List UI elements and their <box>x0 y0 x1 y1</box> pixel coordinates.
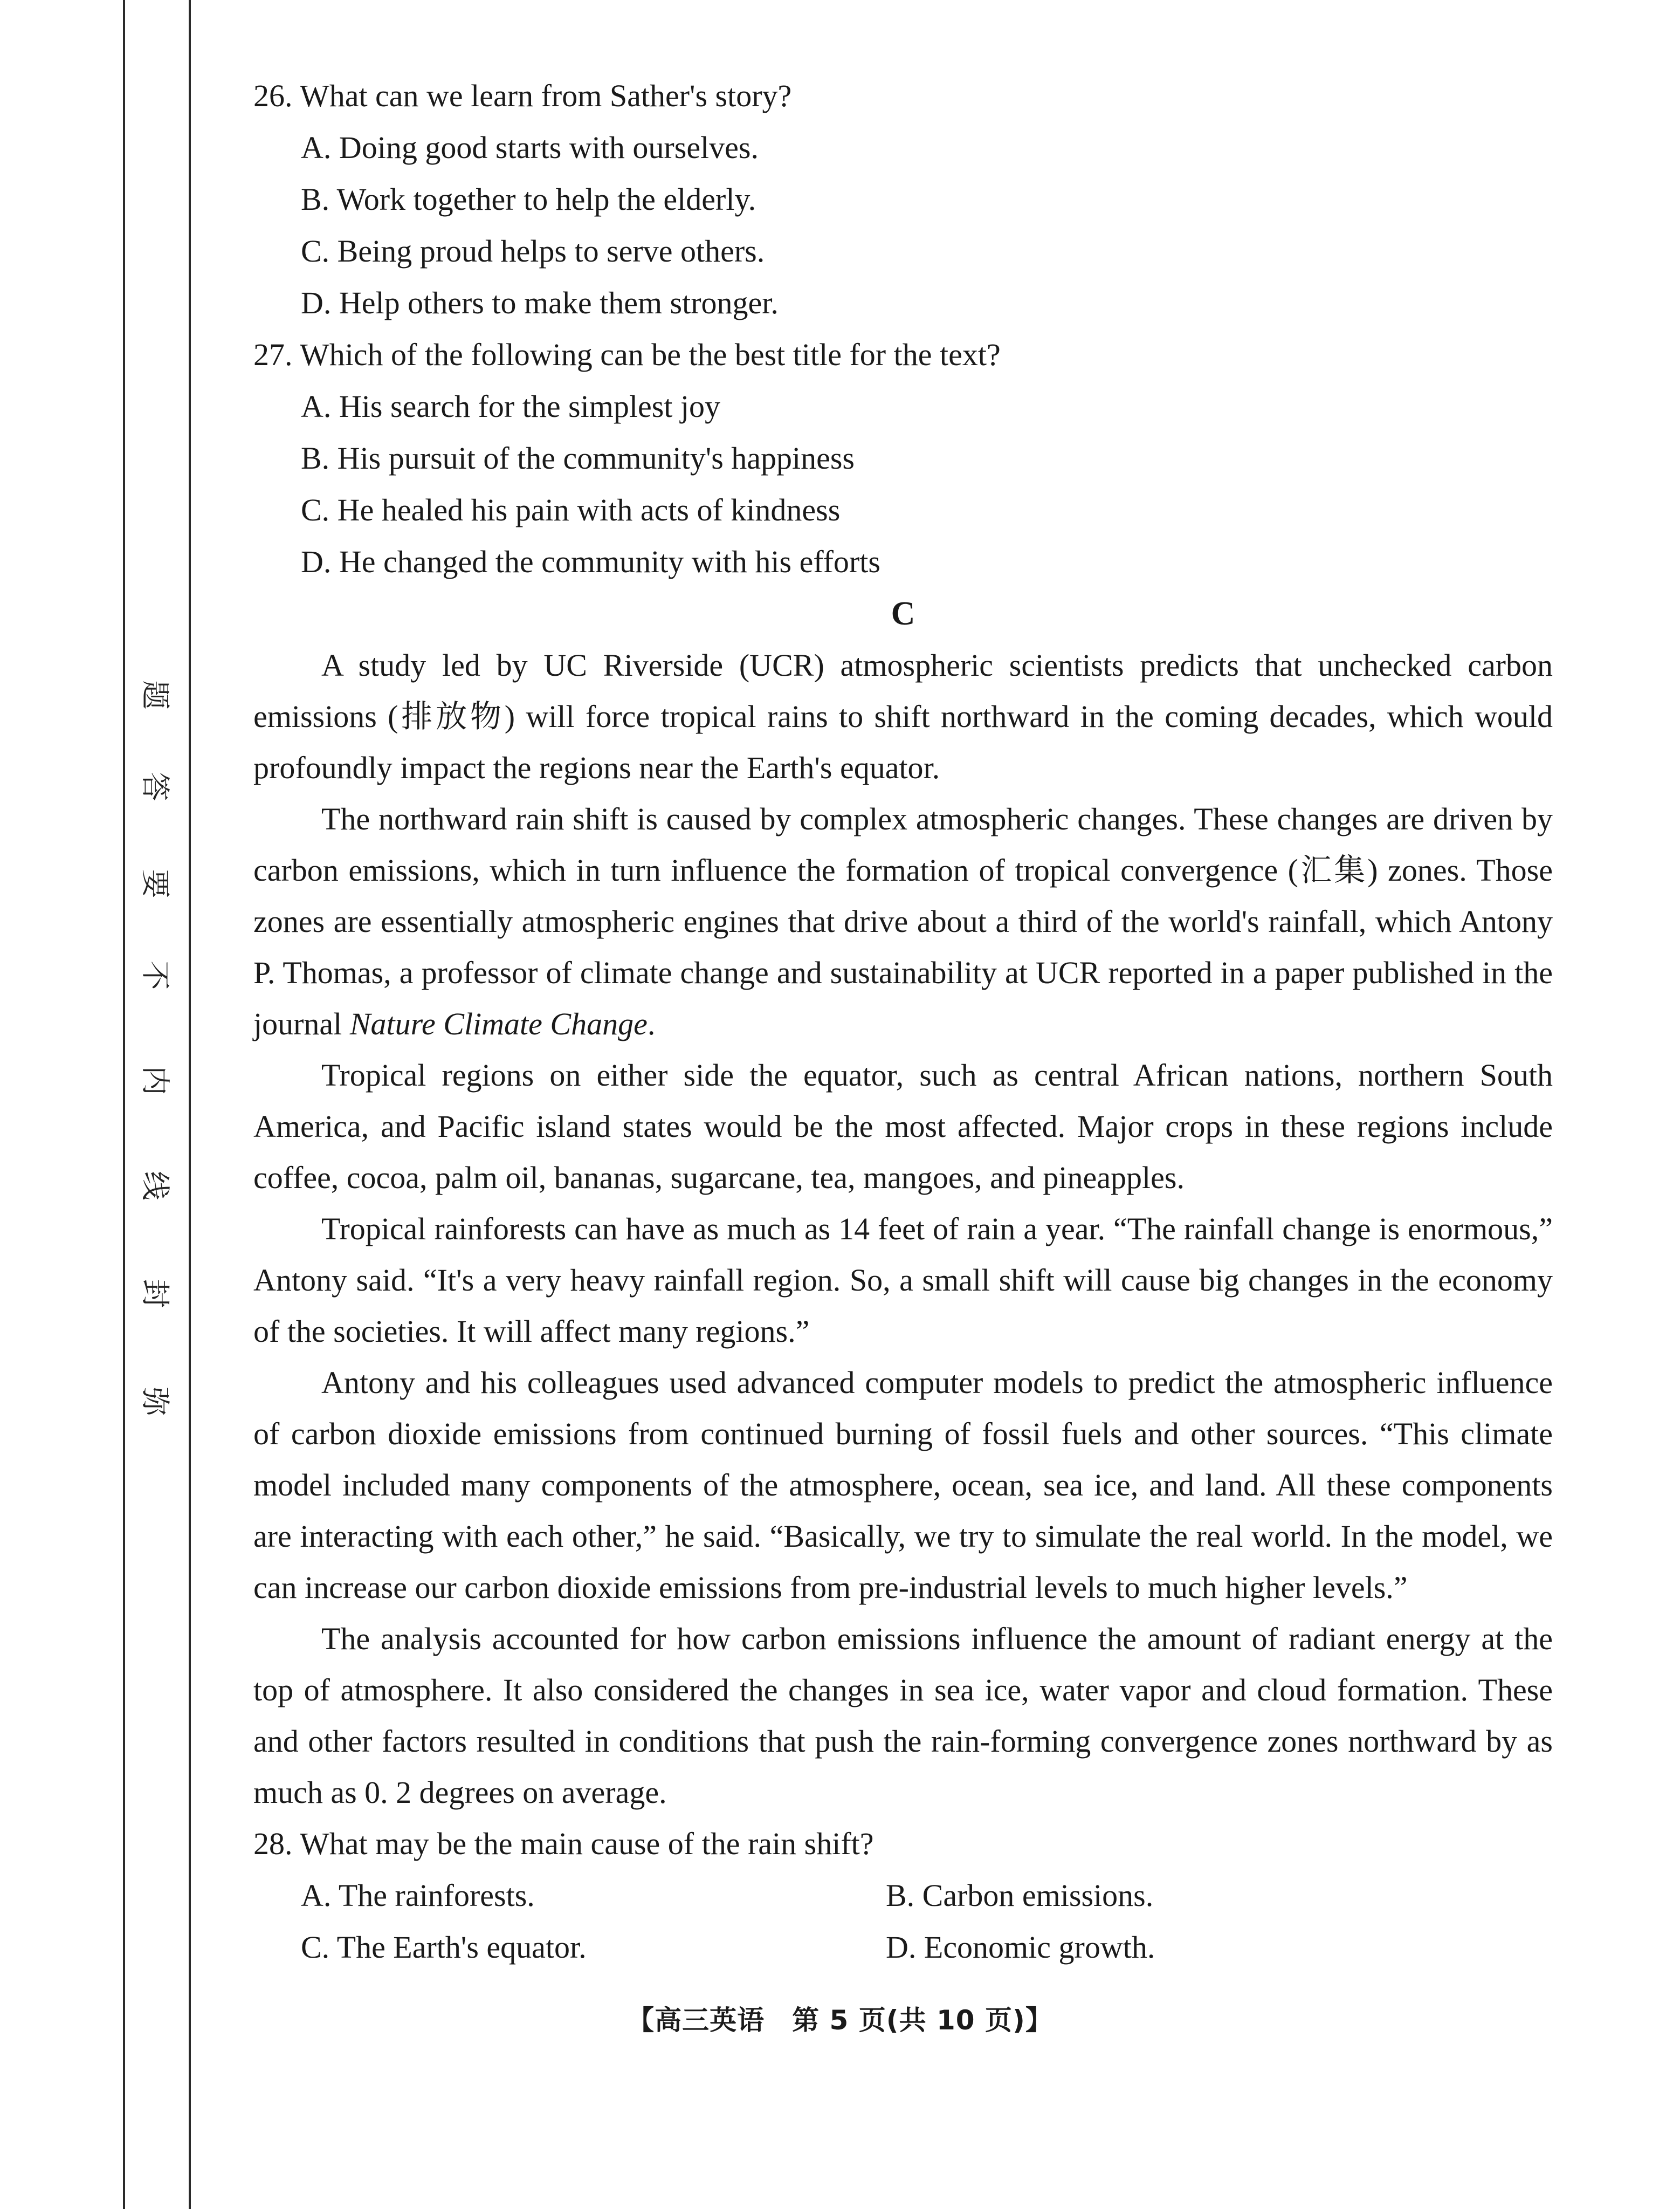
section-heading: C <box>891 595 915 632</box>
answer-option: D. Help others to make them stronger. <box>301 285 779 320</box>
reading-passage <box>253 640 1553 1818</box>
option-row <box>253 1922 1553 1973</box>
answer-option: B. Work together to help the elderly. <box>301 182 756 217</box>
exam-page-content <box>253 70 1553 1973</box>
answer-option: A. Doing good starts with ourselves. <box>301 130 759 165</box>
seal-char: 不 <box>138 961 173 990</box>
answer-option: A. The rainforests. <box>301 1878 535 1913</box>
paragraph-text: . <box>647 1006 656 1041</box>
seal-char: 答 <box>138 772 173 801</box>
question-stem: 28. What may be the main cause of the rain shift? <box>253 1826 874 1861</box>
seal-char: 题 <box>138 680 173 710</box>
seal-char: 要 <box>138 869 173 898</box>
seal-char: 内 <box>138 1066 173 1095</box>
question-stem: 26. What can we learn from Sather's story? <box>253 78 792 113</box>
journal-title: Nature Climate Change <box>349 1006 648 1041</box>
answer-option: C. Being proud helps to serve others. <box>301 234 765 269</box>
seal-char: 封 <box>138 1279 173 1308</box>
paragraph-text: The northward rain shift is caused by complex atmospheric changes. These changes are driven by carbon emissions, which in turn influence the formation of tropical convergence (汇集) zones. Those zones are essentially atmospheric engines that drive about a third of the world's rainfall, which Antony P. Thomas, a professor of climate change and sustainability at UCR reported in a paper published in the journal <box>253 801 1553 1041</box>
binding-line-outer <box>123 0 125 2209</box>
answer-option: C. He healed his pain with acts of kindness <box>301 492 841 527</box>
page-footer: 【高三英语 第 5 页(共 10 页)】 <box>627 2005 1053 2036</box>
answer-option: B. His pursuit of the community's happiness <box>301 441 855 476</box>
question-28 <box>253 1818 1553 1973</box>
question-27 <box>253 329 1553 588</box>
seal-char: 线 <box>138 1171 173 1200</box>
question-26 <box>253 70 1553 329</box>
passage-paragraph: Tropical regions on either side the equator, such as central African nations, northern South America, and Pacific island states would be the most affected. Major crops in these regions include coffee, cocoa, palm oil, bananas, sugarcane, tea, mangoes, and pineapples. <box>253 1058 1553 1195</box>
answer-option: D. He changed the community with his efforts <box>301 544 880 579</box>
passage-paragraph: The analysis accounted for how carbon emissions influence the amount of radiant energy at the top of atmosphere. It also considered the changes in sea ice, water vapor and cloud formation. These and other factors resulted in conditions that push the rain-forming convergence zones northward by as much as 0. 2 degrees on average. <box>253 1621 1553 1810</box>
option-row <box>253 1870 1553 1922</box>
answer-option: A. His search for the simplest joy <box>301 389 721 424</box>
binding-line-inner <box>189 0 191 2209</box>
answer-option: C. The Earth's equator. <box>301 1930 587 1965</box>
seal-char: 弥 <box>138 1387 173 1416</box>
passage-paragraph: Antony and his colleagues used advanced computer models to predict the atmospheric influence of carbon dioxide emissions from continued burning of fossil fuels and other sources. “This climate model included many components of the atmosphere, ocean, sea ice, and land. All these components are interacting with each other,” he said. “Basically, we try to simulate the real world. In the model, we can increase our carbon dioxide emissions from pre-industrial levels to much higher levels.” <box>253 1365 1553 1605</box>
question-stem: 27. Which of the following can be the best title for the text? <box>253 337 1001 372</box>
answer-option: B. Carbon emissions. <box>886 1878 1154 1913</box>
passage-paragraph: A study led by UC Riverside (UCR) atmospheric scientists predicts that unchecked carbon emissions (排放物) will force tropical rains to shift northward in the coming decades, which would profoundly impact the regions near the Earth's equator. <box>253 648 1553 785</box>
answer-option: D. Economic growth. <box>886 1930 1155 1965</box>
passage-paragraph: Tropical rainforests can have as much as 14 feet of rain a year. “The rainfall change is enormous,” Antony said. “It's a very heavy rainfall region. So, a small shift will cause big changes in the economy of the societies. It will affect many regions.” <box>253 1211 1553 1349</box>
passage-paragraph <box>253 793 1553 1049</box>
